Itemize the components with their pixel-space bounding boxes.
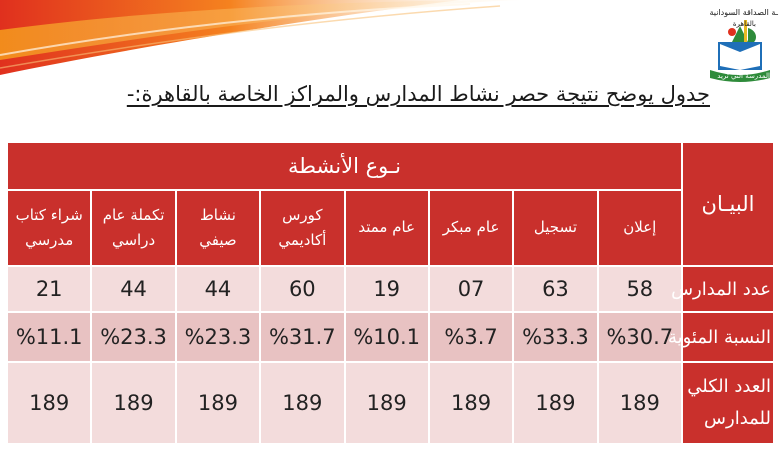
column-header: شراء كتاب مدرسي (7, 190, 91, 266)
column-header: عام ممتد (345, 190, 429, 266)
header-row-columns (7, 190, 774, 266)
group-header: نـوع الأنشطة (7, 142, 682, 190)
table-row (7, 362, 774, 444)
table-cell: 189 (7, 362, 91, 444)
table-cell: 58 (598, 266, 682, 312)
header-row-group (7, 142, 774, 190)
table-cell: %23.3 (91, 312, 175, 362)
table-row (7, 312, 774, 362)
table-cell: 189 (260, 362, 344, 444)
column-header: تسجيل (513, 190, 597, 266)
decorative-header-band (0, 0, 780, 95)
activities-table (6, 141, 775, 445)
table-cell: 189 (513, 362, 597, 444)
table-cell: 07 (429, 266, 513, 312)
row-label: النسبة المئوية (682, 312, 774, 362)
table-row (7, 266, 774, 312)
column-header: عام مبكر (429, 190, 513, 266)
table-cell: 189 (598, 362, 682, 444)
stub-header: البيـان (682, 142, 774, 266)
table-cell: 19 (345, 266, 429, 312)
table-cell: 189 (91, 362, 175, 444)
logo-sub-text: بالقاهرة (732, 20, 756, 28)
column-header: كورس أكاديمي (260, 190, 344, 266)
table-cell: %33.3 (513, 312, 597, 362)
swoosh-graphic (0, 0, 780, 95)
page-heading: جدول يوضح نتيجة حصر نشاط المدارس والمراكز الخاصة بالقاهرة:- (126, 82, 710, 106)
table-cell: 60 (260, 266, 344, 312)
table-cell: %11.1 (7, 312, 91, 362)
column-header: إعلان (598, 190, 682, 266)
table-cell: %23.3 (176, 312, 260, 362)
table-cell: %30.7 (598, 312, 682, 362)
column-header: تكملة عام دراسي (91, 190, 175, 266)
table-cell: 63 (513, 266, 597, 312)
table-cell: 44 (176, 266, 260, 312)
row-label: عدد المدارس (682, 266, 774, 312)
table-cell: %10.1 (345, 312, 429, 362)
logo-banner-text: المدرسة التي تريد (717, 72, 770, 80)
row-label: العدد الكلي للمدارس (682, 362, 774, 444)
table-cell: 189 (176, 362, 260, 444)
table-cell: 21 (7, 266, 91, 312)
table-cell: 189 (429, 362, 513, 444)
table-cell: 44 (91, 266, 175, 312)
table-cell: %3.7 (429, 312, 513, 362)
table-cell: %31.7 (260, 312, 344, 362)
column-header: نشاط صيفي (176, 190, 260, 266)
logo-top-text: ـة الصداقة السودانية (709, 8, 778, 17)
table-cell: 189 (345, 362, 429, 444)
